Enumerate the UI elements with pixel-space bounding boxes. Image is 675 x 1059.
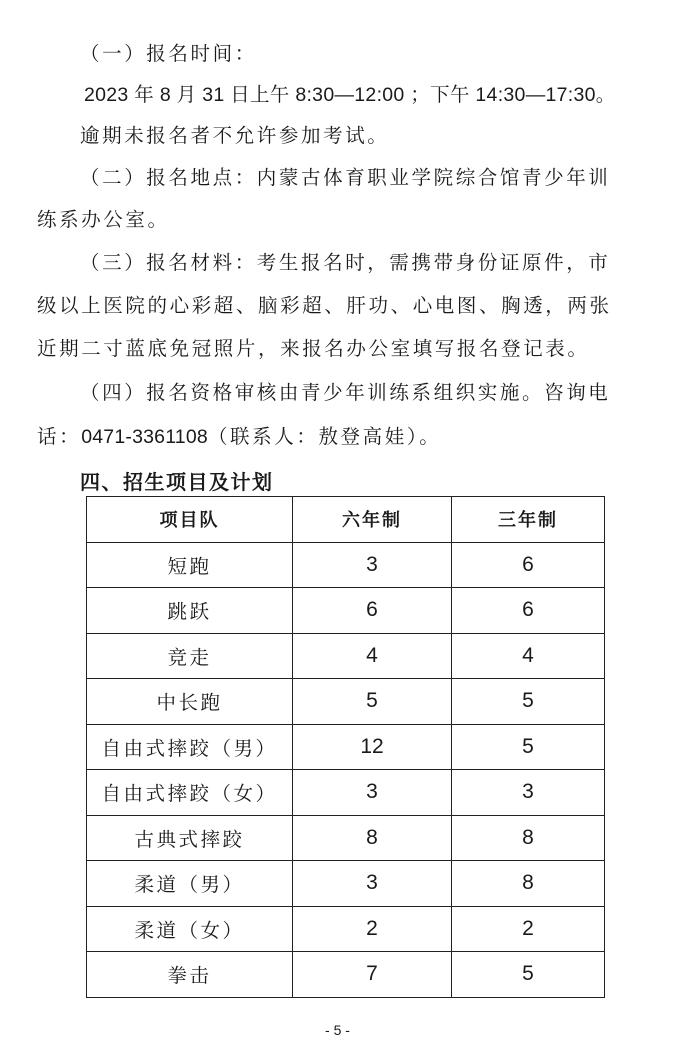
six-year-count: 5	[293, 679, 452, 725]
qualification-review-line2	[37, 421, 441, 449]
three-year-count: 3	[452, 770, 605, 816]
registration-time-detail: 2023 年 8 月 31 日上午 8:30—12:00 ；下午 14:30—17:30。	[84, 84, 616, 106]
three-year-count: 5	[452, 679, 605, 725]
six-year-count: 6	[293, 588, 452, 634]
phone-number: 0471-3361108	[81, 426, 208, 448]
six-year-count: 8	[293, 815, 452, 861]
six-year-count: 3	[293, 542, 452, 588]
three-year-count: 4	[452, 633, 605, 679]
table-row	[87, 770, 605, 816]
six-year-count: 12	[293, 724, 452, 770]
registration-materials-line2: 级以上医院的心彩超、脑彩超、肝功、心电图、胸透，两张	[37, 294, 612, 317]
table-row	[87, 542, 605, 588]
header-three-year: 三年制	[452, 497, 605, 543]
registration-materials-line1: （三）报名材料：考生报名时，需携带身份证原件，市	[80, 251, 611, 274]
three-year-count: 6	[452, 588, 605, 634]
table-row	[87, 861, 605, 907]
three-year-count: 8	[452, 861, 605, 907]
team-name: 短跑	[87, 542, 293, 588]
enrollment-plan-table	[86, 496, 605, 998]
three-year-count: 5	[452, 724, 605, 770]
three-year-count: 5	[452, 952, 605, 998]
team-name: 自由式摔跤（男）	[87, 724, 293, 770]
table-header-row	[87, 497, 605, 543]
registration-materials-line3: 近期二寸蓝底免冠照片，来报名办公室填写报名登记表。	[37, 337, 590, 360]
enrollment-plan-heading: 四、招生项目及计划	[80, 470, 274, 494]
team-name: 柔道（男）	[87, 861, 293, 907]
team-name: 中长跑	[87, 679, 293, 725]
six-year-count: 7	[293, 952, 452, 998]
table-row	[87, 724, 605, 770]
table-row	[87, 906, 605, 952]
table-row	[87, 679, 605, 725]
table-row	[87, 952, 605, 998]
team-name: 拳击	[87, 952, 293, 998]
registration-time-heading: （一）报名时间：	[80, 42, 257, 65]
registration-location-line2: 练系办公室。	[37, 208, 170, 231]
table-row	[87, 815, 605, 861]
table-row	[87, 633, 605, 679]
three-year-count: 2	[452, 906, 605, 952]
late-registration-note: 逾期未报名者不允许参加考试。	[80, 124, 390, 147]
contact-person: （联系人：敖登高娃）。	[207, 425, 442, 448]
team-name: 竞走	[87, 633, 293, 679]
team-name: 柔道（女）	[87, 906, 293, 952]
registration-location-line1: （二）报名地点：内蒙古体育职业学院综合馆青少年训	[80, 166, 611, 189]
team-name: 跳跃	[87, 588, 293, 634]
six-year-count: 4	[293, 633, 452, 679]
header-six-year: 六年制	[293, 497, 452, 543]
three-year-count: 6	[452, 542, 605, 588]
six-year-count: 3	[293, 770, 452, 816]
phone-label: 话：	[37, 425, 82, 448]
six-year-count: 3	[293, 861, 452, 907]
qualification-review-line1: （四）报名资格审核由青少年训练系组织实施。咨询电	[80, 381, 611, 404]
team-name: 古典式摔跤	[87, 815, 293, 861]
header-team: 项目队	[87, 497, 293, 543]
team-name: 自由式摔跤（女）	[87, 770, 293, 816]
three-year-count: 8	[452, 815, 605, 861]
page-number: - 5 -	[325, 1022, 350, 1038]
six-year-count: 2	[293, 906, 452, 952]
table-row	[87, 588, 605, 634]
